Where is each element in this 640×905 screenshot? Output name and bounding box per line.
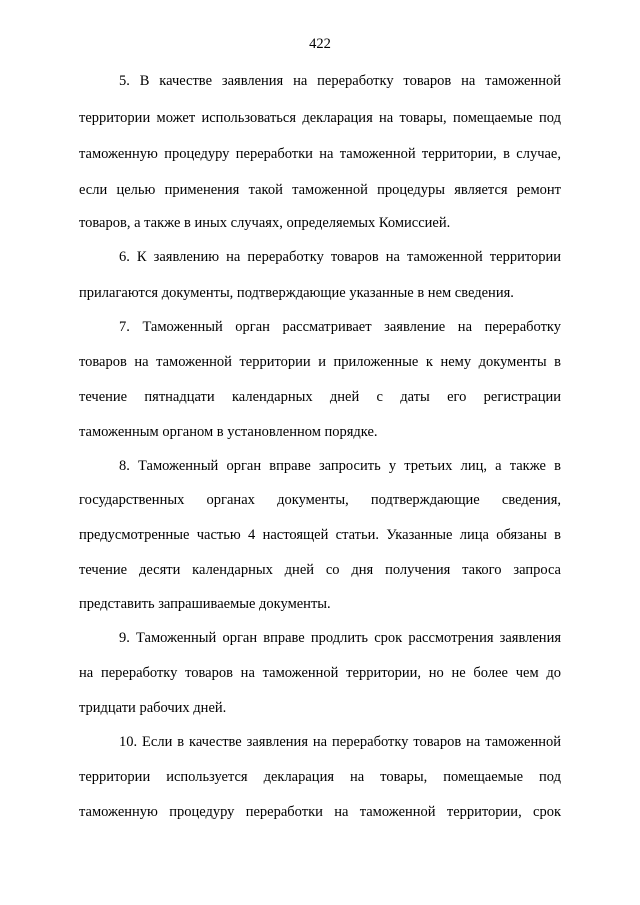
paragraph-8-line-1: 8. Таможенный орган вправе запросить у третьих лиц, а также в [119, 458, 561, 474]
paragraph-5-line-5: товаров, а также в иных случаях, определяемых Комиссией. [79, 215, 451, 231]
paragraph-9-line-1: 9. Таможенный орган вправе продлить срок рассмотрения заявления [119, 630, 561, 646]
paragraph-7-line-4: таможенным органом в установленном порядке. [79, 424, 378, 440]
paragraph-7-line-2: товаров на таможенной территории и приложенные к нему документы в [79, 354, 561, 370]
paragraph-10-line-1: 10. Если в качестве заявления на переработку товаров на таможенной [119, 734, 561, 750]
paragraph-9-line-3: тридцати рабочих дней. [79, 700, 227, 716]
paragraph-8-line-2: государственных органах документы, подтверждающие сведения, [79, 492, 561, 508]
paragraph-6-line-2: прилагаются документы, подтверждающие указанные в нем сведения. [79, 285, 514, 301]
paragraph-7-line-3: течение пятнадцати календарных дней с даты его регистрации [79, 389, 561, 405]
paragraph-5-line-3: таможенную процедуру переработки на таможенной территории, в случае, [79, 146, 561, 162]
paragraph-10-line-2: территории используется декларация на товары, помещаемые под [79, 769, 561, 785]
paragraph-6-line-1: 6. К заявлению на переработку товаров на таможенной территории [119, 249, 561, 265]
paragraph-5-line-1: 5. В качестве заявления на переработку товаров на таможенной [119, 73, 561, 89]
paragraph-10-line-3: таможенную процедуру переработки на таможенной территории, срок [79, 804, 561, 820]
paragraph-8-line-5: представить запрашиваемые документы. [79, 596, 331, 612]
paragraph-7-line-1: 7. Таможенный орган рассматривает заявление на переработку [119, 319, 561, 335]
page-number: 422 [309, 36, 331, 52]
paragraph-5-line-2: территории может использоваться декларация на товары, помещаемые под [79, 110, 561, 126]
paragraph-8-line-4: течение десяти календарных дней со дня получения такого запроса [79, 562, 561, 578]
paragraph-5-line-4: если целью применения такой таможенной процедуры является ремонт [79, 182, 561, 198]
paragraph-9-line-2: на переработку товаров на таможенной территории, но не более чем до [79, 665, 561, 681]
paragraph-8-line-3: предусмотренные частью 4 настоящей статьи. Указанные лица обязаны в [79, 527, 561, 543]
